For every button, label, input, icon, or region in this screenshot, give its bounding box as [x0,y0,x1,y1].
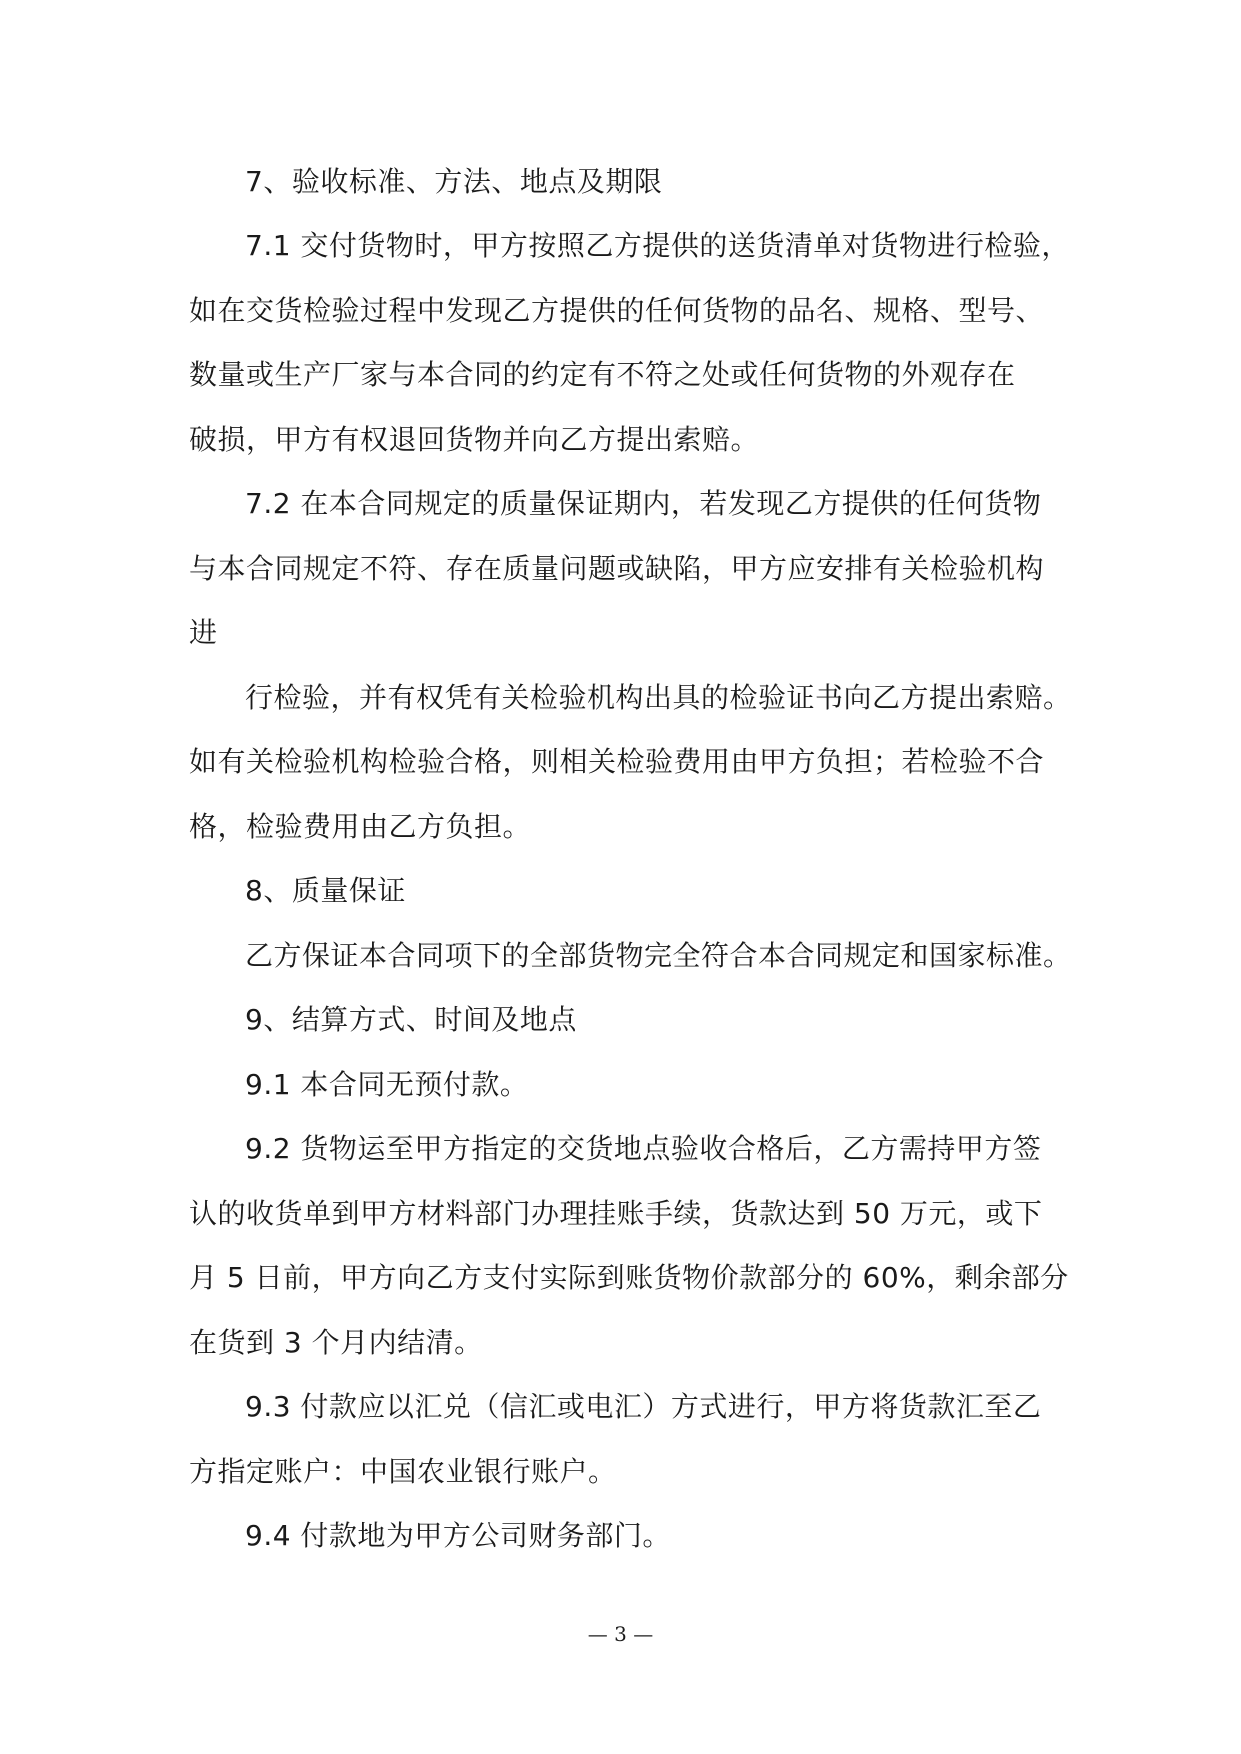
paragraph-9-4-line-1: 9.4 付款地为甲方公司财务部门。 [245,1519,671,1552]
paragraph-9-2-line-1: 9.2 货物运至甲方指定的交货地点验收合格后，乙方需持甲方签 [245,1132,1042,1165]
paragraph-7-2-line-1: 7.2 在本合同规定的质量保证期内，若发现乙方提供的任何货物 [245,487,1042,520]
paragraph-9-2-line-3: 月 5 日前，甲方向乙方支付实际到账货物价款部分的 60%，剩余部分 [189,1261,1069,1294]
paragraph-7-1-line-4: 破损，甲方有权退回货物并向乙方提出索赔。 [189,423,760,456]
paragraph-8-line-1: 乙方保证本合同项下的全部货物完全符合本合同规定和国家标准。 [245,939,1072,972]
paragraph-7-2-line-2: 与本合同规定不符、存在质量问题或缺陷，甲方应安排有关检验机构 [189,552,1045,585]
paragraph-7-2-cont-line-1: 行检验，并有权凭有关检验机构出具的检验证书向乙方提出索赔。 [245,681,1072,714]
page-number: — 3 — [587,1622,654,1646]
section-9-heading: 9、结算方式、时间及地点 [245,1003,577,1036]
paragraph-9-2-line-4: 在货到 3 个月内结清。 [189,1326,483,1359]
paragraph-7-1-line-1: 7.1 交付货物时，甲方按照乙方提供的送货清单对货物进行检验， [245,229,1070,262]
paragraph-7-1-line-3: 数量或生产厂家与本合同的约定有不符之处或任何货物的外观存在 [189,358,1016,391]
paragraph-7-2-cont-line-3: 格，检验费用由乙方负担。 [189,810,532,843]
paragraph-9-1-line-1: 9.1 本合同无预付款。 [245,1068,529,1101]
section-8-heading: 8、质量保证 [245,874,406,907]
section-7-heading: 7、验收标准、方法、地点及期限 [245,165,663,198]
paragraph-9-3-line-1: 9.3 付款应以汇兑（信汇或电汇）方式进行，甲方将货款汇至乙 [245,1390,1042,1423]
paragraph-9-2-line-2: 认的收货单到甲方材料部门办理挂账手续，货款达到 50 万元，或下 [189,1197,1043,1230]
paragraph-7-2-cont-line-2: 如有关检验机构检验合格，则相关检验费用由甲方负担；若检验不合 [189,745,1045,778]
paragraph-7-2-line-3: 进 [189,616,218,649]
paragraph-7-1-line-2: 如在交货检验过程中发现乙方提供的任何货物的品名、规格、型号、 [189,294,1045,327]
paragraph-9-3-line-2: 方指定账户：中国农业银行账户。 [189,1455,617,1488]
